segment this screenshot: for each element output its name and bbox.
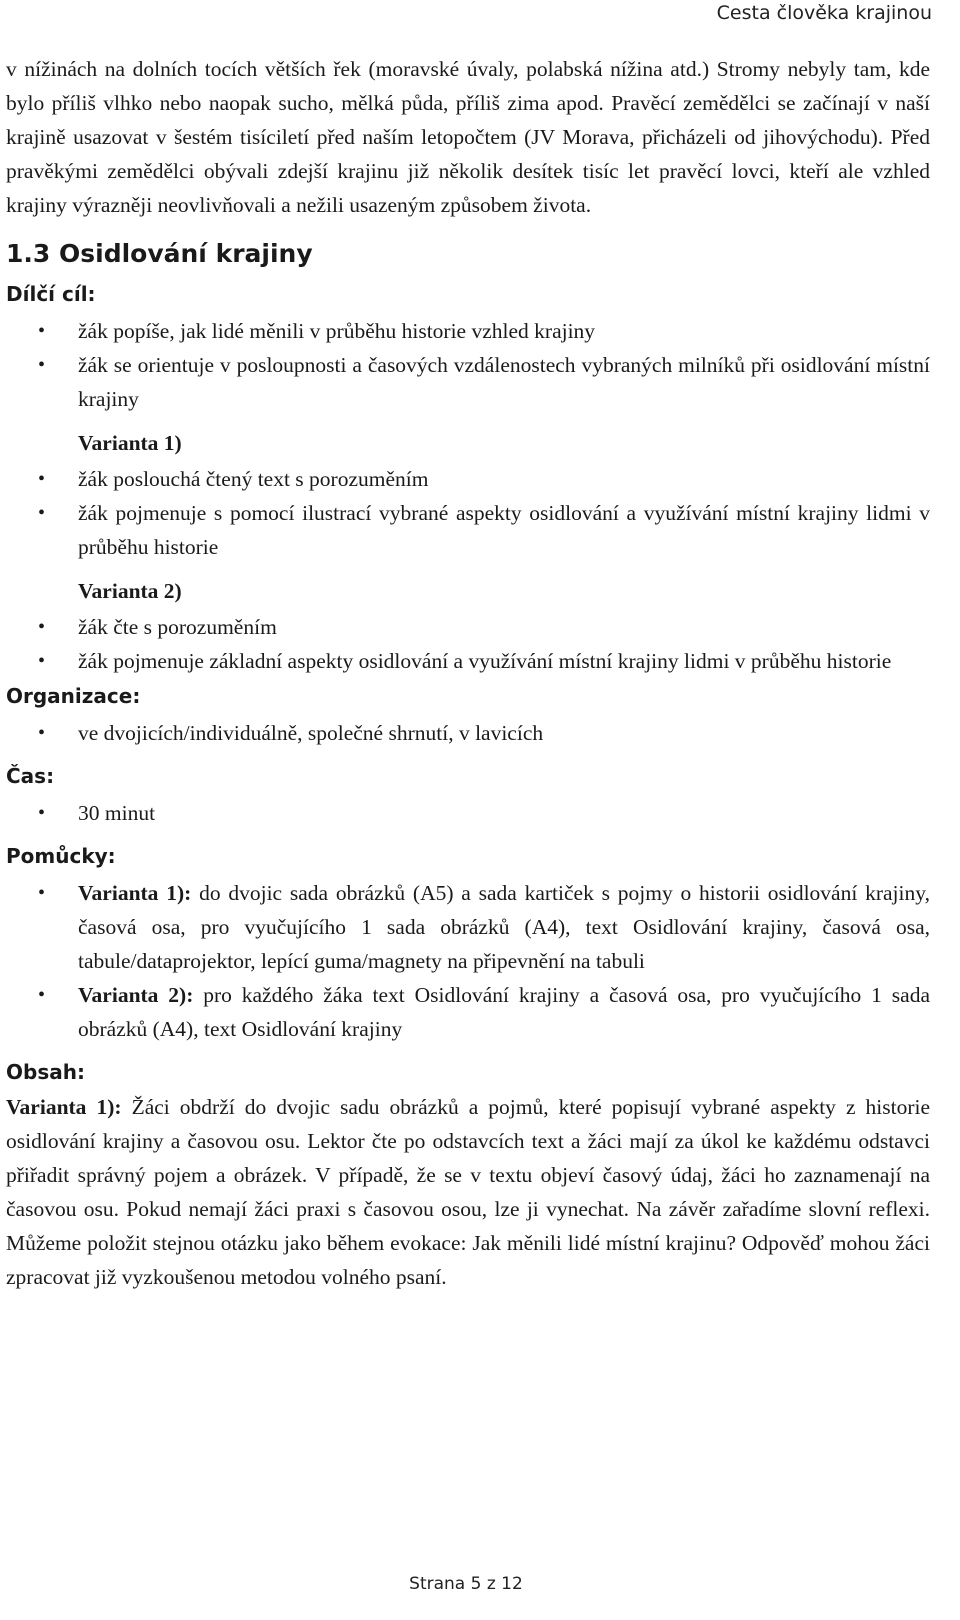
list-item: • žák popíše, jak lidé měnili v průběhu historie vzhled krajiny <box>6 314 930 348</box>
list-item-text: do dvojic sada obrázků (A5) a sada kartiček s pojmy o historii osidlování krajiny, časová osa, pro vyučujícího 1 sada obrázků (A4), text Osidlování krajiny, časová osa, tabule/dataprojektor, lepící guma/magnety na připevnění na tabuli <box>78 881 930 973</box>
list-item <box>6 978 930 1046</box>
pomucky-list <box>6 876 930 1046</box>
dilci-cil-list <box>6 314 930 416</box>
list-item: • 30 minut <box>6 796 930 830</box>
variant1-label: Varianta 1) <box>78 431 182 455</box>
dilci-cil-heading: Dílčí cíl: <box>6 282 96 306</box>
page-content <box>6 52 930 1294</box>
pomucky-heading: Pomůcky: <box>6 844 116 868</box>
intro-paragraph: v nížinách na dolních tocích větších řek (moravské úvaly, polabská nížina atd.) Stromy nebyly tam, kde bylo příliš vlhko nebo naopak sucho, mělká půda, příliš zima apod. Pravěcí zemědělci se začínají v naší krajině usazovat v šestém tisíciletí před naším letopočtem (JV Morava, přicházeli od jihovýchodu). Před pravěkými zemědělci obývali zdejší krajinu již několik desítek tisíc let pravěcí lovci, kteří ale vzhled krajiny výrazněji neovlivňovali a nežili usazeným způsobem života. <box>6 57 930 217</box>
list-item-text: pro každého žáka text Osidlování krajiny a časová osa, pro vyučujícího 1 sada obrázků (A4), text Osidlování krajiny <box>78 983 930 1041</box>
variant-lead: Varianta 2): <box>78 983 194 1007</box>
list-item <box>6 876 930 978</box>
section-title: 1.3 Osidlování krajiny <box>6 239 313 268</box>
organizace-heading: Organizace: <box>6 684 141 708</box>
organizace-list <box>6 716 930 750</box>
variant2-list <box>6 610 930 678</box>
obsah-text: Žáci obdrží do dvojic sadu obrázků a pojmů, které popisují vybrané aspekty z historie osidlování krajiny a časovou osu. Lektor čte po odstavcích text a žáci mají za úkol ke každému odstavci přiřadit správný pojem a obrázek. V případě, že se v textu objeví časový údaj, žáci ho zaznamenají na časovou osu. Pokud nemají žáci praxi s časovou osou, lze ji vynechat. Na závěr zařadíme slovní reflexi. Můžeme položit stejnou otázku jako během evokace: Jak měnili lidé místní krajinu? Odpověď mohou žáci zpracovat již vyzkoušenou metodou volného psaní. <box>6 1095 930 1289</box>
list-item: • žák pojmenuje základní aspekty osidlování a využívání místní krajiny lidmi v průběhu historie <box>6 644 930 678</box>
variant1-list <box>6 462 930 564</box>
obsah-heading: Obsah: <box>6 1060 85 1084</box>
cas-heading: Čas: <box>6 764 55 788</box>
list-item: • žák se orientuje v posloupnosti a časových vzdálenostech vybraných milníků při osidlování místní krajiny <box>6 348 930 416</box>
variant-lead: Varianta 1): <box>78 881 192 905</box>
list-item: • žák pojmenuje s pomocí ilustrací vybrané aspekty osidlování a využívání místní krajiny lidmi v průběhu historie <box>6 496 930 564</box>
list-item: • žák poslouchá čtený text s porozuměním <box>6 462 930 496</box>
variant-lead: Varianta 1): <box>6 1095 122 1119</box>
cas-list <box>6 796 930 830</box>
variant2-label: Varianta 2) <box>78 579 182 603</box>
obsah-paragraph <box>6 1090 930 1294</box>
list-item: • ve dvojicích/individuálně, společné shrnutí, v lavicích <box>6 716 930 750</box>
list-item: • žák čte s porozuměním <box>6 610 930 644</box>
page-number: Strana 5 z 12 <box>409 1574 523 1594</box>
running-header: Cesta člověka krajinou <box>716 2 932 24</box>
